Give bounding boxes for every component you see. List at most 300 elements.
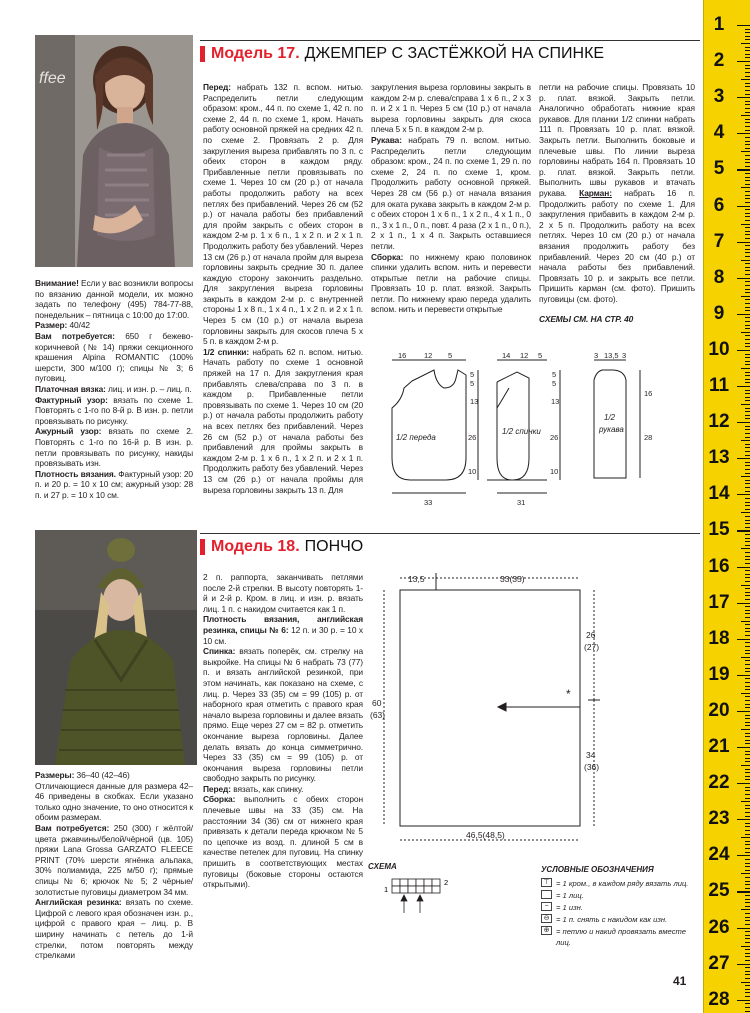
ruler-tick-minor: [745, 592, 750, 593]
ruler-tick-minor: [745, 292, 750, 293]
poncho-dim-top-left: 13,5: [408, 574, 425, 584]
ruler-tick-minor: [745, 974, 750, 975]
ruler-tick-minor: [745, 534, 750, 535]
ruler-tick-minor: [745, 101, 750, 102]
legend-text-5: = петлю и накид провязать вместе лиц.: [556, 927, 687, 947]
ruler-tick-minor: [745, 509, 750, 510]
ruler-tick-minor: [745, 90, 750, 91]
ruler-tick-minor: [745, 502, 750, 503]
ruler-tick-minor: [745, 335, 750, 336]
ruler-tick-minor: [745, 94, 750, 95]
ruler-tick-minor: [745, 942, 750, 943]
ruler-tick-minor: [745, 263, 750, 264]
ruler-tick-minor: [745, 642, 750, 643]
ruler-tick-minor: [745, 245, 750, 246]
m18-density-text: 12 п. и 30 р. = 10 х 10 см.: [203, 624, 363, 646]
ruler-tick-major: [737, 675, 750, 676]
ruler-tick-minor: [745, 902, 750, 903]
m18-density-label: Плотность вязания, английская резинка, спицы № 6:: [203, 614, 363, 635]
sleeve-label-1: 1/2: [604, 413, 616, 422]
m18-need-text: 250 (300) г жёлтой/цвета ржавчины/белой/чёрной (цв. 105) пряжи Lana Grossa GARZATO FLEECE PRINT (70% шерсти ягнёнка альпака, 30% полиамида, 225 м/50 г); прямые спицы № 6; крючок № 5; 2 чёрные/золотистые пуговицы диаметром 34 мм.: [35, 822, 193, 897]
ruler-tick-minor: [745, 978, 750, 979]
ruler-tick-minor: [745, 678, 750, 679]
model17-column-4: [539, 82, 695, 325]
ruler-tick-minor: [745, 613, 750, 614]
assembly-text: по нижнему краю половинок спинки удалить вспом. нить и перевести открытые петли на рабочие спицы. Провязать 10 р. плат. вязкой. Закрыть петли. По нижнему краю переда удалить вспом. нить и перевести открытые: [371, 251, 531, 315]
ruler-tick-minor: [745, 213, 750, 214]
size-text: 40/42: [67, 320, 90, 331]
ruler-tick-minor: [745, 289, 750, 290]
ruler-tick-minor: [741, 693, 750, 694]
back-piece-outline: [487, 372, 529, 480]
ruler-tick-minor: [741, 729, 750, 730]
sleeve-dim-top-3: 3: [622, 351, 627, 360]
m18-size-text: 36–40 (42–46): [74, 770, 130, 780]
ruler-tick-minor: [745, 307, 750, 308]
ruler-tick-minor: [745, 790, 750, 791]
ruler-tick-minor: [745, 191, 750, 192]
ruler-tick-minor: [745, 884, 750, 885]
poncho-dim-top-right: 33(35): [500, 574, 525, 584]
ruler-tick-minor: [745, 166, 750, 167]
front-text: набрать 132 п. вспом. нитью. Распределить петли следующим образом: кром., 44 п. по схеме 1, 42 п. по схеме 2, 44 п. по схеме 1, кром. Начать работу основной пряжей на средних 42 п. по схеме 2. Провязать 2 р. Для закругления выреза прибавлять по 3 п. с обеих сторон в каждом ряду. Прибавленные петли провязывать по схеме 1. Через 10 см (20 р.) от начала работы продолжить работу на всех петлях без прибавлений. Через 26 см (52 р.) от начала работы без прибавлений для пройм закрыть с обеих сторон в каждом 2-м р. 1 х 6 п., 1 х 2 п. и 2 х 1 п. Продолжить работу без убавлений. Через 13 см (26 р.) от начала пройм для выреза горловины закрыть средние 30 п. далее каждую сторону закончить раздельно. Для закругления выреза горловины закрыть в каждом 2-м р. с внутренней стороны 1 х 8 п., 1 х 4 п., 1 х 2 п. и 2 х 1 п. Через 5 см (10 р.) от начала выреза горловины закрыть для скосов плеча 5 х 5 п. в каждом 2-м р.: [203, 82, 363, 347]
ruler-tick-minor: [745, 455, 750, 456]
ruler-tick-minor: [745, 588, 750, 589]
ruler-number: 9: [713, 302, 725, 324]
poncho-outline: [400, 590, 580, 826]
ruler-number: 17: [708, 591, 730, 613]
ruler-tick-minor: [741, 982, 750, 983]
ruler-tick-minor: [745, 704, 750, 705]
ruler-tick-minor: [745, 992, 750, 993]
model17-header: [200, 40, 700, 66]
ruler-tick-minor: [741, 115, 750, 116]
ruler-tick-minor: [745, 162, 750, 163]
ruler-tick-minor: [745, 361, 750, 362]
ruler-tick-minor: [741, 512, 750, 513]
ruler-tick-major: [737, 1000, 750, 1001]
model18-photo: [35, 530, 197, 765]
ruler-tick-minor: [745, 953, 750, 954]
front-dim-top-2: 12: [424, 351, 433, 360]
legend-item-1: [541, 878, 701, 889]
ruler-tick-minor: [745, 50, 750, 51]
ruler-tick-minor: [741, 79, 750, 80]
pocket-text: набрать 16 п. Продолжить работу по схеме 1. Для закругления прибавить в каждом 2-м р. 2 х 5 п. Продолжить работу на всех петлях. Через 10 см (20 р.) от начала вязания продолжить работу без прибавлений. Через 20 см (40 р.) от начала работы без прибавлений. Провязать 10 р. и закрыть все петли. Пришить карман (см. фото). Пришить пуговицы (см. фото).: [539, 187, 696, 304]
ruler-tick-minor: [745, 610, 750, 611]
ruler-number: 2: [713, 50, 725, 72]
ruler-tick-major: [737, 783, 750, 784]
ruler-number: 1: [713, 14, 725, 35]
ruler-number: 16: [708, 555, 730, 577]
back-dim-right-2: 5: [552, 379, 557, 388]
ruler-tick-minor: [741, 909, 750, 910]
pocket-label: Карман:: [579, 187, 612, 198]
front-dim-right-5: 10: [468, 467, 477, 476]
back-dim-right-1: 5: [552, 370, 557, 379]
ruler-number: 3: [713, 86, 725, 108]
ruler-number: 8: [713, 266, 725, 288]
front-dim-right-4: 26: [468, 433, 477, 442]
model17-photo: [35, 35, 193, 267]
ruler-tick-minor: [745, 866, 750, 867]
ruler-number: 25: [708, 880, 730, 902]
m18-front-text: вязать, как спинку.: [230, 783, 304, 794]
ruler-tick-minor: [745, 581, 750, 582]
ruler-tick-minor: [745, 671, 750, 672]
ruler-number: 5: [713, 158, 725, 180]
front-dim-right-1: 5: [470, 370, 475, 379]
ruler: [703, 0, 750, 1013]
ruler-tick-minor: [741, 151, 750, 152]
m18-rib-label: Английская резинка:: [35, 897, 122, 908]
ruler-tick-minor: [745, 415, 750, 416]
sleeve-label: Рукава:: [371, 134, 402, 145]
ruler-tick-major: [737, 133, 750, 134]
ruler-tick-minor: [745, 173, 750, 174]
ruler-number: 28: [708, 988, 730, 1010]
ruler-tick-minor: [745, 830, 750, 831]
ruler-number: 18: [708, 627, 730, 649]
ruler-tick-minor: [745, 859, 750, 860]
ruler-tick-minor: [745, 906, 750, 907]
back-dim-right-5: 10: [550, 467, 559, 476]
ruler-tick-minor: [745, 465, 750, 466]
ruler-tick-minor: [745, 68, 750, 69]
ruler-tick-minor: [745, 682, 750, 683]
legend-item-2: [541, 890, 701, 901]
ruler-number: 7: [713, 230, 725, 252]
ruler-tick-minor: [745, 155, 750, 156]
ruler-tick-major: [737, 350, 750, 351]
sleeve-label-2: рукава: [599, 425, 624, 434]
ruler-tick-minor: [745, 617, 750, 618]
flat-text: лиц. и изн. р. – лиц. п.: [105, 383, 192, 394]
sleeve-text: набрать 79 п. вспом. нитью. Распределить петли следующим образом: кром., 24 п. по схеме 1, 29 п. по схеме 2, 24 п. по схеме 1, кром. Продолжить работу основной пряжей. Через 28 см (56 р.) от начала вязания для оката рукава закрыть в каждом 2-м р. с обеих сторон 1 х 6 п., 1 х 2 п., 4 х 1 п., 0 п., 3 х 1 п., 0 п., повт. 4 раза (2 х 1 п., 0 п.), 2 х 1 п., 1 х 4 п. Закрыть оставшиеся петли.: [371, 134, 531, 251]
ruler-tick-minor: [745, 231, 750, 232]
legend-slip-symbol: ⊖: [541, 914, 552, 923]
ruler-tick-minor: [745, 505, 750, 506]
ruler-number: 4: [713, 122, 725, 144]
ruler-tick-major: [737, 819, 750, 820]
ruler-tick-minor: [745, 447, 750, 448]
back-dim-right-3: 13: [551, 397, 560, 406]
ruler-number: 24: [708, 844, 730, 866]
photo-logo-text: ffee: [39, 70, 66, 87]
ruler-tick-minor: [745, 112, 750, 113]
ruler-tick-minor: [745, 924, 750, 925]
ruler-tick-minor: [745, 411, 750, 412]
ruler-tick-minor: [745, 375, 750, 376]
ruler-tick-minor: [745, 184, 750, 185]
legend-text-3: = 1 изн.: [556, 903, 583, 912]
ruler-tick-minor: [745, 483, 750, 484]
ruler-tick-minor: [745, 270, 750, 271]
ruler-tick-minor: [745, 57, 750, 58]
ruler-tick-minor: [745, 823, 750, 824]
ruler-tick-minor: [745, 220, 750, 221]
model17-pattern-diagram: [372, 348, 702, 513]
ruler-tick-major: [737, 97, 750, 98]
ruler-tick-minor: [745, 354, 750, 355]
ruler-tick-major: [737, 169, 750, 170]
back-dim-bottom: 31: [517, 498, 526, 507]
ruler-tick-minor: [745, 516, 750, 517]
attention-label: Внимание!: [35, 278, 79, 288]
ruler-tick-minor: [745, 653, 750, 654]
ruler-tick-minor: [745, 538, 750, 539]
ruler-number: 14: [708, 483, 730, 505]
ruler-tick-minor: [745, 1007, 750, 1008]
model17-column-2: [203, 82, 363, 495]
legend-edge-symbol: ⊤: [541, 878, 552, 887]
density-text: Фактурный узор: 20 п. и 20 р. = 10 х 10 см; ажурный узор: 28 п. и 27 р. = 10 х 10 см.: [35, 468, 193, 500]
ruler-tick-minor: [745, 545, 750, 546]
ruler-tick-minor: [745, 400, 750, 401]
ruler-tick-minor: [745, 541, 750, 542]
ruler-tick-minor: [745, 920, 750, 921]
ruler-number: 11: [708, 375, 730, 396]
ruler-tick-minor: [745, 779, 750, 780]
ruler-tick-minor: [745, 29, 750, 30]
ruler-tick-minor: [741, 332, 750, 333]
ruler-tick-minor: [745, 870, 750, 871]
ruler-tick-minor: [745, 631, 750, 632]
model17-column-1: [35, 278, 193, 500]
ruler-tick-minor: [745, 252, 750, 253]
ruler-number: 20: [708, 699, 730, 721]
model18-column-2: [203, 572, 363, 890]
ruler-tick-minor: [745, 159, 750, 160]
m18-diff-text: Отличающиеся данные для размера 42–46 приведены в скобках. Если указано только одно значение, то оно относится к обоим размерам.: [35, 780, 193, 823]
ruler-tick-minor: [745, 668, 750, 669]
ruler-tick-minor: [745, 209, 750, 210]
ruler-tick-minor: [745, 646, 750, 647]
ruler-tick-minor: [745, 971, 750, 972]
flat-label: Платочная вязка:: [35, 383, 106, 394]
ruler-number: 19: [708, 663, 730, 685]
m18-need-label: Вам потребуется:: [35, 822, 110, 833]
ruler-tick-minor: [745, 686, 750, 687]
m18-size-label: Размеры:: [35, 770, 75, 780]
col3-continued-text: закругления выреза горловины закрыть в каждом 2-м р. слева/справа 1 х 6 п., 2 х 3 п. и 2 х 1 п. Через 5 см (10 р.) от начала выреза горловины закрыть для скоса плеча 5 х 5 п. в каждом 2-м р.: [371, 82, 531, 135]
ruler-tick-minor: [745, 429, 750, 430]
front-piece-label: 1/2 переда: [396, 433, 436, 442]
ruler-tick-minor: [745, 595, 750, 596]
ruler-tick-minor: [741, 946, 750, 947]
ruler-number: 15: [708, 519, 730, 541]
ruler-tick-minor: [745, 577, 750, 578]
m18-scheme-chart: [368, 871, 528, 921]
m18-front-label: Перед:: [203, 783, 231, 794]
ruler-tick-minor: [745, 863, 750, 864]
ruler-tick-minor: [745, 574, 750, 575]
ruler-tick-minor: [745, 180, 750, 181]
ruler-tick-minor: [745, 715, 750, 716]
ruler-tick-minor: [745, 520, 750, 521]
ruler-tick-minor: [745, 397, 750, 398]
ruler-tick-minor: [745, 198, 750, 199]
poncho-star-mark: *: [566, 687, 571, 701]
ruler-tick-minor: [741, 585, 750, 586]
ruler-tick-minor: [745, 39, 750, 40]
legend-item-4: [541, 914, 701, 925]
ruler-tick-minor: [745, 700, 750, 701]
front-dim-top-3: 5: [448, 351, 453, 360]
sleeve-dim-top-2: 13,5: [604, 351, 619, 360]
ruler-tick-minor: [745, 310, 750, 311]
poncho-dim-bottom: 46,5(48,5): [466, 830, 505, 840]
ruler-tick-minor: [745, 552, 750, 553]
ruler-tick-minor: [745, 794, 750, 795]
ruler-tick-minor: [745, 812, 750, 813]
ruler-tick-minor: [745, 65, 750, 66]
ruler-tick-minor: [741, 368, 750, 369]
sleeve-piece-outline: [594, 370, 626, 478]
ruler-tick-minor: [745, 956, 750, 957]
front-dim-right-2: 5: [470, 379, 475, 388]
legend-purl-symbol: −: [541, 902, 552, 911]
ruler-tick-minor: [745, 798, 750, 799]
ruler-tick-minor: [745, 935, 750, 936]
m18-legend: [541, 864, 701, 949]
m18-scheme: [368, 862, 528, 922]
ruler-tick-minor: [745, 285, 750, 286]
ruler-tick-minor: [745, 303, 750, 304]
ruler-tick-minor: [745, 960, 750, 961]
attention-text: Если у вас возникли вопросы по вязанию данной модели, их можно задать по телефону (495) 784-77-88, понедельник – пятница с 10:00 до 17:00.: [35, 278, 193, 320]
ruler-tick-minor: [745, 343, 750, 344]
ruler-tick-minor: [745, 527, 750, 528]
col4-text: петли на рабочие спицы. Провязать 10 р. плат. вязкой. Закрыть петли. Аналогично обработать нижние края рукавов. Для планки 1/2 спинки набрать 111 п. Провязать 10 р. плат. вязкой. Закрыть петли. Выполнить боковые и плечевые швы. По линии выреза горловины набрать 164 п. Провязать 10 р. плат. вязкой. Закрыть петли. Выполнить швы рукавов и втачать рукава.: [539, 82, 695, 198]
ruler-tick-minor: [745, 195, 750, 196]
ruler-tick-minor: [745, 523, 750, 524]
ruler-tick-minor: [745, 267, 750, 268]
poncho-dim-right-bottom-2: (36): [584, 762, 600, 772]
ruler-tick-minor: [745, 570, 750, 571]
ruler-tick-major: [737, 603, 750, 604]
model17-title: ДЖЕМПЕР С ЗАСТЁЖКОЙ НА СПИНКЕ: [304, 44, 605, 62]
ruler-tick-minor: [745, 451, 750, 452]
ruler-tick-minor: [745, 754, 750, 755]
ruler-tick-minor: [745, 119, 750, 120]
ruler-tick-minor: [745, 1003, 750, 1004]
ruler-tick-major: [737, 964, 750, 965]
ruler-tick-minor: [745, 408, 750, 409]
ruler-tick-minor: [745, 299, 750, 300]
ruler-number: 10: [708, 338, 730, 360]
ruler-tick-major: [737, 639, 750, 640]
ruler-tick-minor: [745, 769, 750, 770]
ruler-tick-minor: [745, 696, 750, 697]
ruler-tick-minor: [745, 743, 750, 744]
page-number: 41: [673, 974, 687, 988]
legend-text-4: = 1 п. снять с накидом как изн.: [556, 915, 668, 924]
ruler-tick-major: [737, 25, 750, 26]
ruler-tick-minor: [745, 104, 750, 105]
front-dim-right-3: 13: [470, 397, 479, 406]
ruler-tick-minor: [745, 379, 750, 380]
ruler-tick-major: [737, 530, 750, 531]
density-label: Плотность вязания.: [35, 468, 116, 479]
ruler-tick-minor: [745, 433, 750, 434]
ruler-tick-minor: [745, 480, 750, 481]
m18-scheme-title: СХЕМА: [368, 862, 397, 871]
ruler-tick-minor: [745, 83, 750, 84]
ruler-tick-major: [737, 314, 750, 315]
ruler-tick-minor: [745, 899, 750, 900]
back-dim-top-1: 14: [502, 351, 511, 360]
ruler-tick-minor: [745, 108, 750, 109]
ruler-tick-minor: [745, 1011, 750, 1012]
ruler-tick-minor: [745, 249, 750, 250]
need-text: 650 г бежево-коричневой (№ 14) пряжи секционного крашения Alpina ROMANTIC (100% шерсти, 300 м/100 г); спицы № 3; 6 пуговиц.: [35, 330, 194, 384]
ruler-tick-minor: [745, 556, 750, 557]
ruler-tick-minor: [745, 938, 750, 939]
ruler-tick-minor: [745, 177, 750, 178]
ruler-tick-minor: [745, 725, 750, 726]
ruler-tick-minor: [745, 393, 750, 394]
ruler-tick-major: [737, 242, 750, 243]
legend-title: УСЛОВНЫЕ ОБОЗНАЧЕНИЯ: [541, 865, 654, 874]
ruler-tick-minor: [745, 390, 750, 391]
front-dim-bottom: 33: [424, 498, 433, 507]
ruler-tick-minor: [745, 144, 750, 145]
ruler-tick-minor: [741, 43, 750, 44]
m18-assembly-text: выполнить с обеих сторон плечевые швы на 33 (35) см. На расстоянии 34 (36) см от нижнего края привязать к детали переда крючком № 5 по цепочке из возд. п. длиной 5 см в качестве петелек для пуговиц. На спинку пришить в соответствующих местах пуговицы (боковые стороны остаются открытыми).: [203, 794, 363, 890]
ruler-tick-minor: [741, 548, 750, 549]
ruler-tick-minor: [745, 895, 750, 896]
assembly-label: Сборка:: [371, 251, 404, 262]
m18-back-text: вязать поперёк, см. стрелку на выкройке. На спицы № 6 набрать 73 (77) п. и вязать английской резинкой, при этом начинать, как показано на схеме, с лиц. р. Через 33 (35) см = 99 (105) р. от наборного края отметить с правого края начало выреза горловины и далее вязать прямо. Еще через 27 см = 82 р. отметить окончание выреза горловины. Далее делать вязать до конца симметрично. Через 33 (35) см = 99 (105) р. от окончания выреза горловины петли свободно закрыть по рисунку.: [203, 646, 363, 784]
ruler-tick-minor: [745, 844, 750, 845]
ruler-tick-minor: [745, 650, 750, 651]
model18-title: ПОНЧО: [304, 537, 364, 555]
ruler-tick-minor: [745, 841, 750, 842]
ruler-tick-minor: [741, 621, 750, 622]
poncho-dim-left-2: (63): [370, 710, 386, 720]
model18-label: Модель 18.: [211, 537, 300, 555]
ruler-tick-minor: [745, 877, 750, 878]
need-label: Вам потребуется:: [35, 330, 115, 341]
ruler-tick-minor: [745, 234, 750, 235]
ruler-tick-major: [737, 855, 750, 856]
model18-column-1: [35, 770, 193, 961]
ruler-tick-major: [737, 494, 750, 495]
ruler-tick-minor: [745, 787, 750, 788]
ruler-tick-minor: [741, 765, 750, 766]
ruler-tick-minor: [745, 36, 750, 37]
front-label: Перед:: [203, 82, 231, 92]
ruler-tick-minor: [745, 491, 750, 492]
lace-label: Ажурный узор:: [35, 426, 102, 437]
ruler-tick-minor: [745, 437, 750, 438]
ruler-tick-minor: [745, 148, 750, 149]
legend-item-3: [541, 902, 701, 913]
ruler-tick-minor: [745, 256, 750, 257]
ruler-tick-minor: [745, 32, 750, 33]
ruler-tick-major: [737, 747, 750, 748]
ruler-tick-minor: [745, 559, 750, 560]
ruler-tick-minor: [745, 216, 750, 217]
ruler-tick-minor: [741, 440, 750, 441]
ruler-tick-minor: [745, 317, 750, 318]
ruler-tick-minor: [745, 733, 750, 734]
back-dim-top-3: 5: [538, 351, 543, 360]
ruler-tick-minor: [745, 122, 750, 123]
ruler-tick-minor: [741, 260, 750, 261]
ruler-tick-minor: [745, 418, 750, 419]
